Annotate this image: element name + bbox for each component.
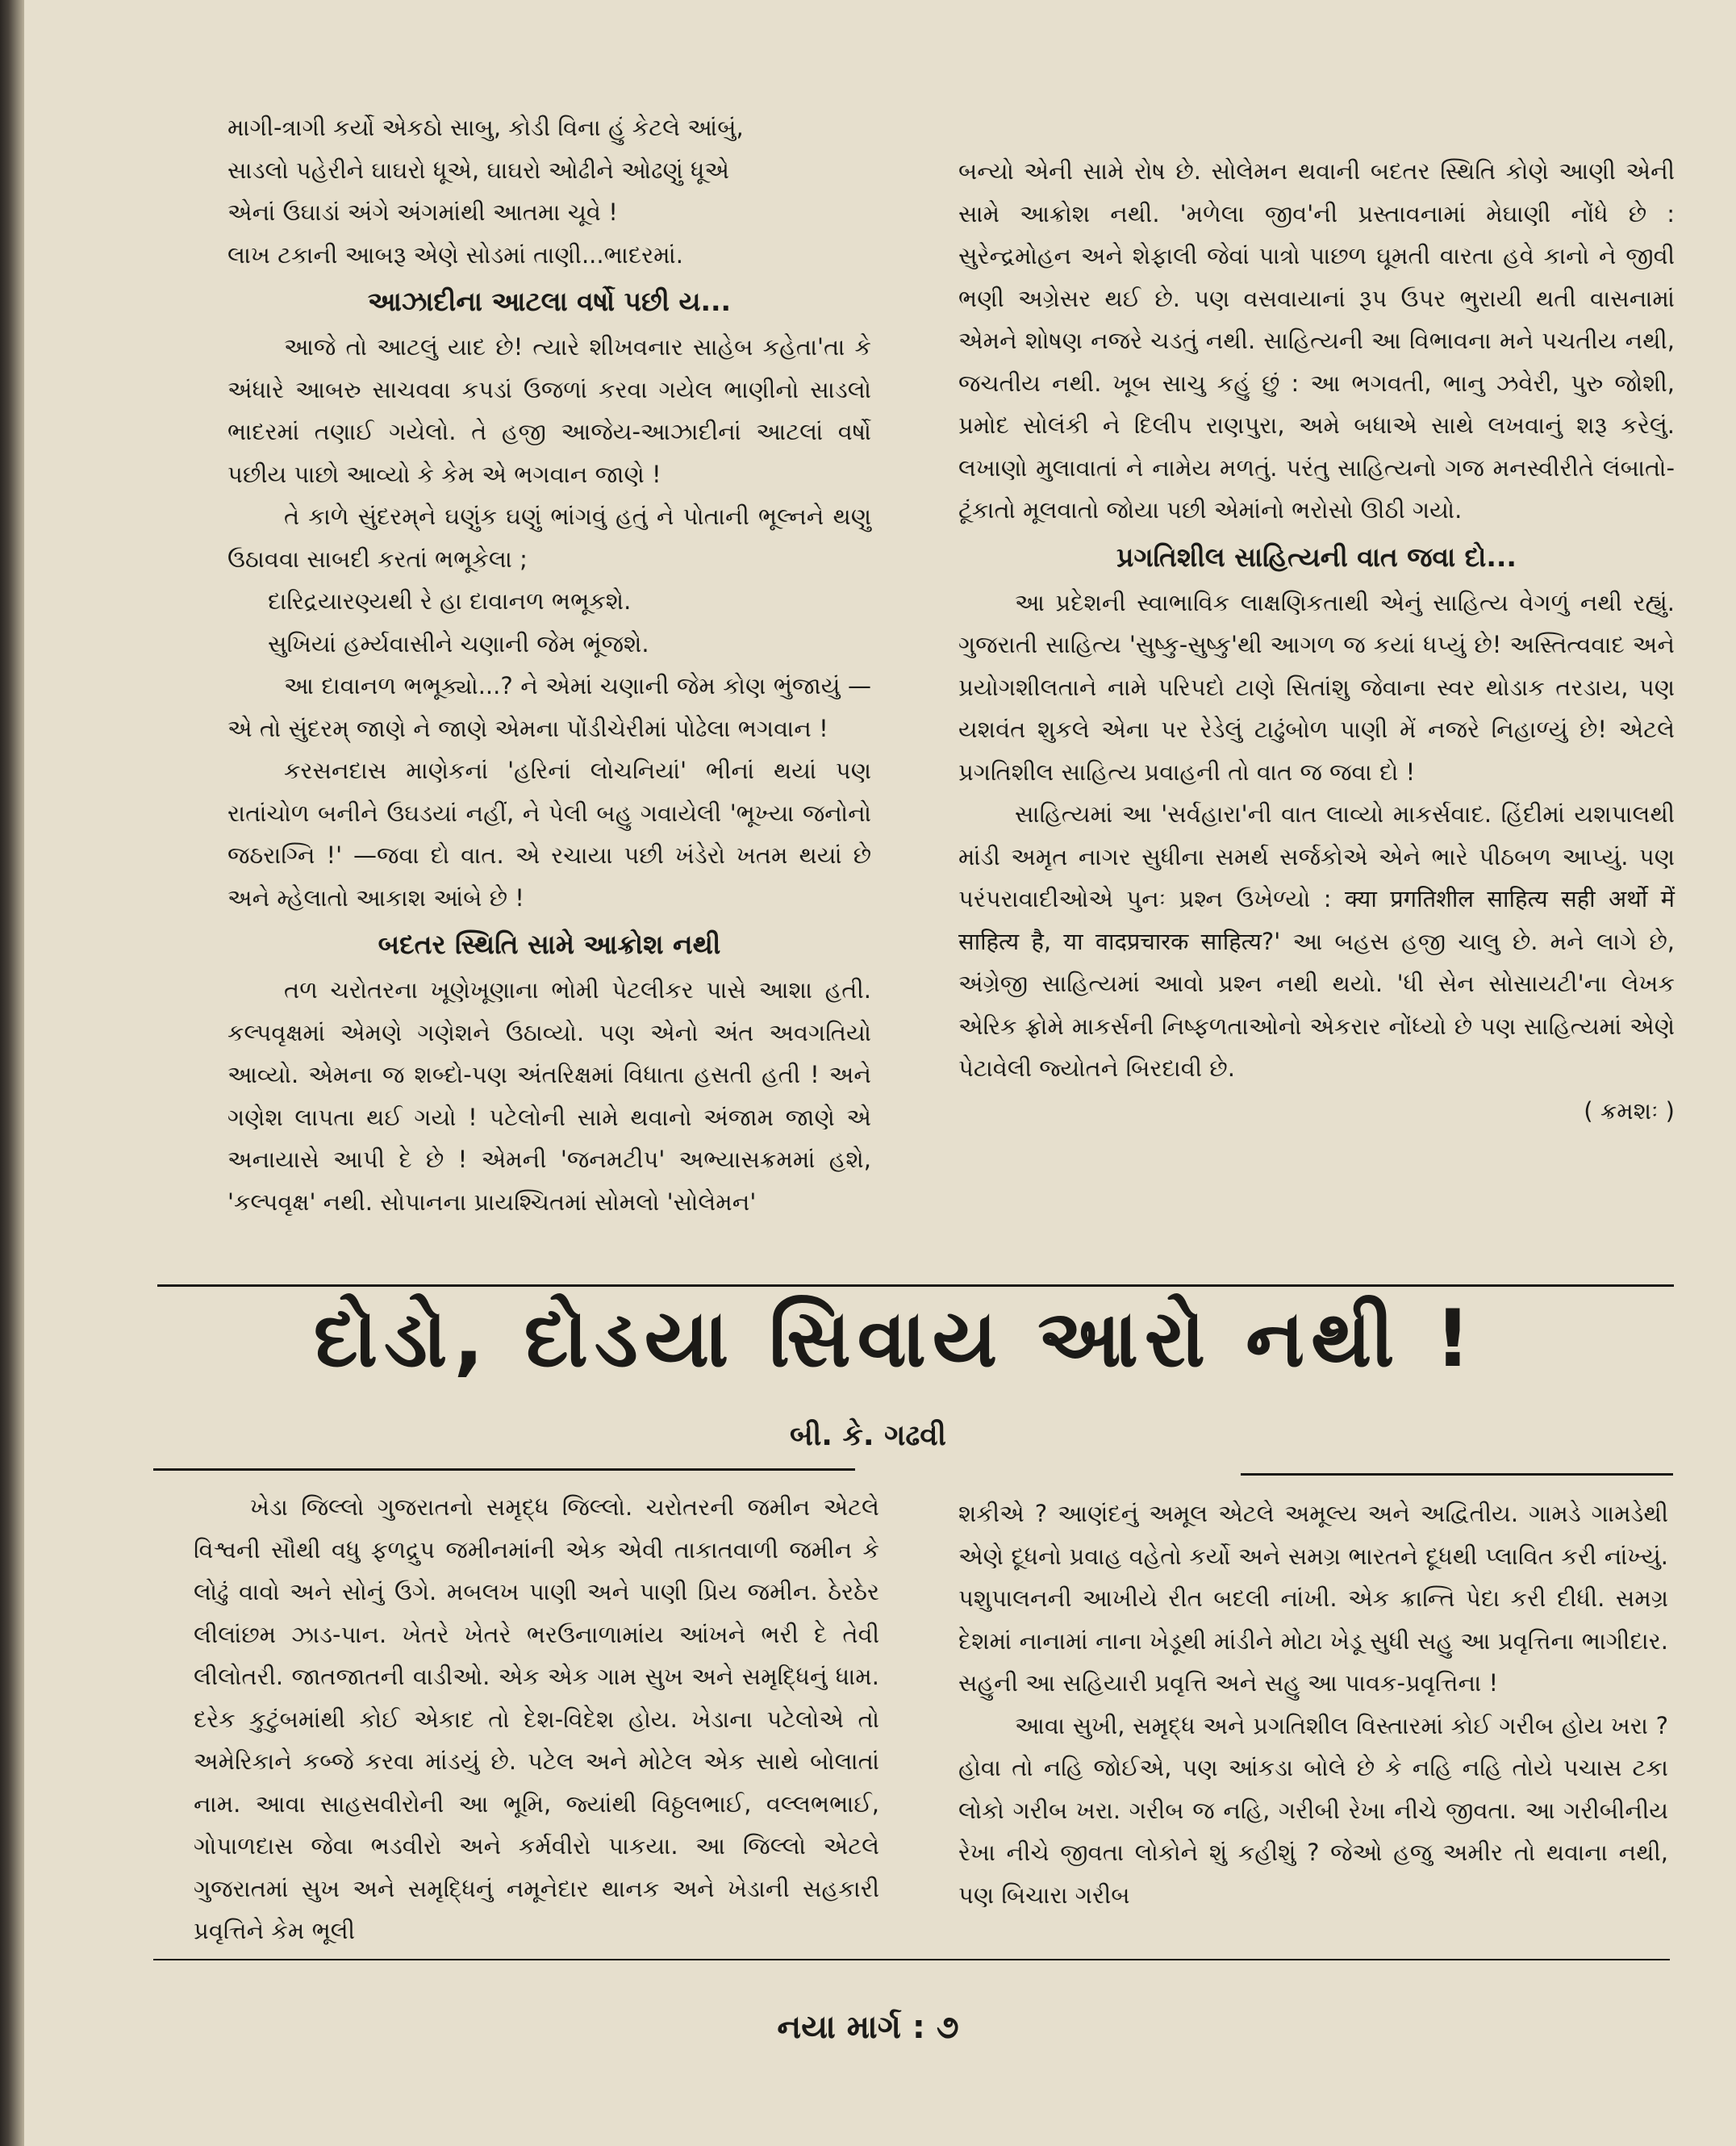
article2-right-column: [958, 1493, 1668, 1916]
paragraph: આ દાવાનળ ભભૂક્યો...? ને એમાં ચણાની જેમ કોણ ભુંજાયું —એ તો સુંદરમ્‌ જાણે ને જાણે એમના પોંડીચેરીમાં પોઢેલા ભગવાન !: [227, 672, 871, 742]
page-edge-shadow: [0, 0, 24, 2146]
verse-line: માગી-ત્રાગી કર્યો એકઠો સાબુ, કોડી વિના હું કેટલે આંબું,: [227, 114, 744, 141]
section-heading: આઝાદીના આટલા વર્ષો પછી ય...: [367, 286, 732, 317]
verse-line: સુખિયાં હર્મ્યવાસીને ચણાની જેમ ભૂંજશે.: [268, 629, 649, 658]
paragraph: બન્યો એની સામે રોષ છે. સોલેમન થવાની બદતર સ્થિતિ કોણે આણી એની સામે આક્રોશ નથી. 'મળેલા જીવ'ની પ્રસ્તાવનામાં મેઘાણી નોંધે છે : સુરેન્દ્રમોહન અને શેફાલી જેવાં પાત્રો પાછળ ઘૂમતી વારતા હવે કાનો ને જીવી ભણી અગ્રેસર થઈ છે. પણ વસવાયાનાં રૂપ ઉપર ભુરાયી થતી વાસનામાં એમને શોષણ નજરે ચડતું નથી. સાહિત્યની આ વિભાવના મને પચતીય નથી, જચતીય નથી. ખૂબ સાચુ કહું છું : આ ભગવતી, ભાનુ ઝવેરી, પુરુ જોશી, પ્રમોદ સોલંકી ને દિલીપ રાણપુરા, અમે બધાએ સાથે લખવાનું શરૂ કરેલું. લખાણો મુલાવાતાં ને નામેય મળતું. પરંતુ સાહિત્યનો ગજ મનસ્વીરીતે લંબાતો-ટૂંકાતો મૂલવાતો જોયા પછી એમાંનો ભરોસો ઊઠી ગયો.: [958, 157, 1675, 524]
paragraph: તળ ચરોતરના ખૂણેખૂણાના ભોમી પેટલીકર પાસે આશા હતી. કલ્પવૃક્ષમાં એમણે ગણેશને ઉઠાવ્યો. પણ એનો અંત અવગતિયો આવ્યો. એમના જ શબ્દો-પણ અંતરિક્ષમાં વિધાતા હસતી હતી ! અને ગણેશ લાપતા થઈ ગયો ! પટેલોની સામે થવાનો અંજામ જાણે એ અનાયાસે આપી દે છે ! એમની 'જનમટીપ' અભ્યાસક્રમમાં હશે, 'કલ્પવૃક્ષ' નથી. સોપાનના પ્રાયશ્ચિતમાં સોમલો 'સોલેમન': [227, 976, 871, 1216]
section-heading: પ્રગતિશીલ સાહિત્યની વાત જવા દો...: [1116, 541, 1517, 573]
paragraph: કરસનદાસ માણેકનાં 'હરિનાં લોચનિયાં' ભીનાં થયાં પણ રાતાંચોળ બનીને ઉઘડયાં નહીં, ને પેલી બહુ ગવાયેલી 'ભૂખ્યા જનોનો જઠરાગ્નિ !' —જવા દો વાત. એ રચાયા પછી ખંડેરો ખતમ થયાં છે અને મ્હેલાતો આકાશ આંબે છે !: [227, 757, 871, 912]
paragraph: તે કાળે સુંદરમ્‌ને ઘણુંક ઘણું ભાંગવું હતું ને પોતાની ભૂલ્નને થણુ ઉઠાવવા સાબદી કરતાં ભભૂકેલા ;: [227, 503, 871, 573]
paragraph: આ પ્રદેશની સ્વાભાવિક લાક્ષણિકતાથી એનું સાહિત્ય વેગળું નથી રહ્યું. ગુજરાતી સાહિત્ય 'સુષ્કુ-સુષ્કુ'થી આગળ જ કયાં ધપ્યું છે! અસ્તિત્વવાદ અને પ્રયોગશીલતાને નામે પરિપદો ટાણે સિતાંશુ જેવાના સ્વર થોડાક તરડાય, પણ યશવંત શુકલે એના પર રેડેલું ટાઢુંબોળ પાણી મેં નજરે નિહાળ્યું છે! એટલે પ્રગતિશીલ સાહિત્ય પ્રવાહની તો વાત જ જવા દો !: [958, 588, 1675, 786]
verse-line: એનાં ઉઘાડાં અંગે અંગમાંથી આતમા ચૂવે !: [227, 198, 618, 226]
section-divider-byline-left: [153, 1468, 855, 1471]
section-heading: બદતર સ્થિતિ સામે આક્રોશ નથી: [378, 929, 721, 960]
paragraph: આજે તો આટલું યાદ છે! ત્યારે શીખવનાર સાહેબ કહેતા'તા કે અંધારે આબરુ સાચવવા કપડાં ઉજળાં કરવા ગયેલ ભાણીનો સાડલો ભાદરમાં તણાઈ ગયેલો. તે હજી આજેય-આઝાદીનાં આટલાં વર્ષો પછીય પાછો આવ્યો કે કેમ એ ભગવાન જાણે !: [227, 333, 871, 488]
article2-title: દોડો, દોડયા સિવાય આરો નથી !: [313, 1293, 1478, 1385]
section-divider-byline-right: [1241, 1473, 1673, 1476]
bottom-rule: [153, 1959, 1670, 1960]
section-divider-top: [157, 1284, 1674, 1287]
article2-left-column: [194, 1486, 879, 1952]
page-footer: નયા માર્ગ : ૭: [777, 2009, 959, 2046]
verse-line: લાખ ટકાની આબરૂ એણે સોડમાં તાણી...ભાદરમાં.: [227, 240, 683, 269]
article2-byline: બી. કે. ગઢવી: [790, 1419, 946, 1452]
paragraph: શકીએ ? આણંદનું અમૂલ એટલે અમૂલ્ય અને અદ્વિતીય. ગામડે ગામડેથી એણે દૂધનો પ્રવાહ વહેતો કર્યો અને સમગ્ર ભારતને દૂધથી પ્લાવિત કરી નાંખ્યું. પશુપાલનની આખીયે રીત બદલી નાંખી. એક ક્રાન્તિ પેદા કરી દીધી. સમગ્ર દેશમાં નાનામાં નાના ખેડૂથી માંડીને મોટા ખેડૂ સુધી સહુ આ પ્રવૃત્તિના ભાગીદાર. સહુની આ સહિયારી પ્રવૃત્તિ અને સહુ આ પાવક-પ્રવૃત્તિના !: [958, 1500, 1668, 1697]
article1-right-column: [958, 150, 1675, 1132]
continued-note: ( ક્રમશઃ ): [1584, 1096, 1675, 1125]
paragraph: આવા સુખી, સમૃદ્ધ અને પ્રગતિશીલ વિસ્તારમાં કોઈ ગરીબ હોય ખરા ? હોવા તો નહિ જોઈએ, પણ આંકડા બોલે છે કે નહિ નહિ તોયે પચાસ ટકા લોકો ગરીબ ખરા. ગરીબ જ નહિ, ગરીબી રેખા નીચે જીવતા. આ ગરીબીનીય રેખા નીચે જીવતા લોકોને શું કહીશું ? જેઓ હજુ અમીર તો થવાના નથી, પણ બિચારા ગરીબ: [958, 1711, 1668, 1909]
verse-line: સાડલો પહેરીને ઘાઘરો ધૂએ, ઘાઘરો ઓઢીને ઓઢણું ધૂએ: [227, 156, 729, 184]
paragraph: સાહિત્યમાં આ 'સર્વહારા'ની વાત લાવ્યો માકર્સવાદ. હિંદીમાં યશપાલથી માંડી અમૃત નાગર સુધીના સમર્થ સર્જકોએ એને ભારે પીઠબળ આપ્યું. પણ પરંપરાવાદીઓએ પુનઃ પ્રશ્ન ઉખેળ્યો : क्या प्रगतिशील साहित्य सही अर्थो में साहित्य है, या वादप्रचारक साहित्य?' આ બહસ હજી ચાલુ છે. મને લાગે છે, અંગ્રેજી સાહિત્યમાં આવો પ્રશ્ન નથી થયો. 'ધી સેન સોસાયટી'ના લેખક એરિક ફ્રોમે માકર્સની નિષ્ફળતાઓનો એકરાર નોંધ્યો છે પણ સાહિત્યમાં એણે પેટાવેલી જ્યોતને બિરદાવી છે.: [958, 800, 1675, 1082]
article1-left-column: [227, 106, 871, 1223]
verse-line: દારિદ્રયારણ્યથી રે હા દાવાનળ ભભૂકશે.: [268, 587, 632, 615]
paragraph: ખેડા જિલ્લો ગુજરાતનો સમૃદ્ધ જિલ્લો. ચરોતરની જમીન એટલે વિશ્વની સૌથી વધુ ફળદ્રુપ જમીનમાંની એક એવી તાકાતવાળી જમીન કે લોઢું વાવો અને સોનું ઉગે. મબલખ પાણી અને પાણી પ્રિય જમીન. ઠેરઠેર લીલાંછમ ઝાડ-પાન. ખેતરે ખેતરે ભરઉનાળામાંય આંખને ભરી દે તેવી લીલોતરી. જાતજાતની વાડીઓ. એક એક ગામ સુખ અને સમૃદ્ધિનું ધામ. દરેક કુટુંબમાંથી કોઈ એકાદ તો દેશ-વિદેશ હોય. ખેડાના પટેલોએ તો અમેરિકાને કબ્જે કરવા માંડયું છે. પટેલ અને મોટેલ એક સાથે બોલાતાં નામ. આવા સાહસવીરોની આ ભૂમિ, જ્યાંથી વિઠ્ઠલભાઈ, વલ્લભભાઈ, ગોપાળદાસ જેવા ભડવીરો અને કર્મવીરો પાકયા. આ જિલ્લો એટલે ગુજરાતમાં સુખ અને સમૃદ્ધિનું નમૂનેદાર થાનક અને ખેડાની સહકારી પ્રવૃત્તિને કેમ ભૂલી: [194, 1493, 879, 1944]
